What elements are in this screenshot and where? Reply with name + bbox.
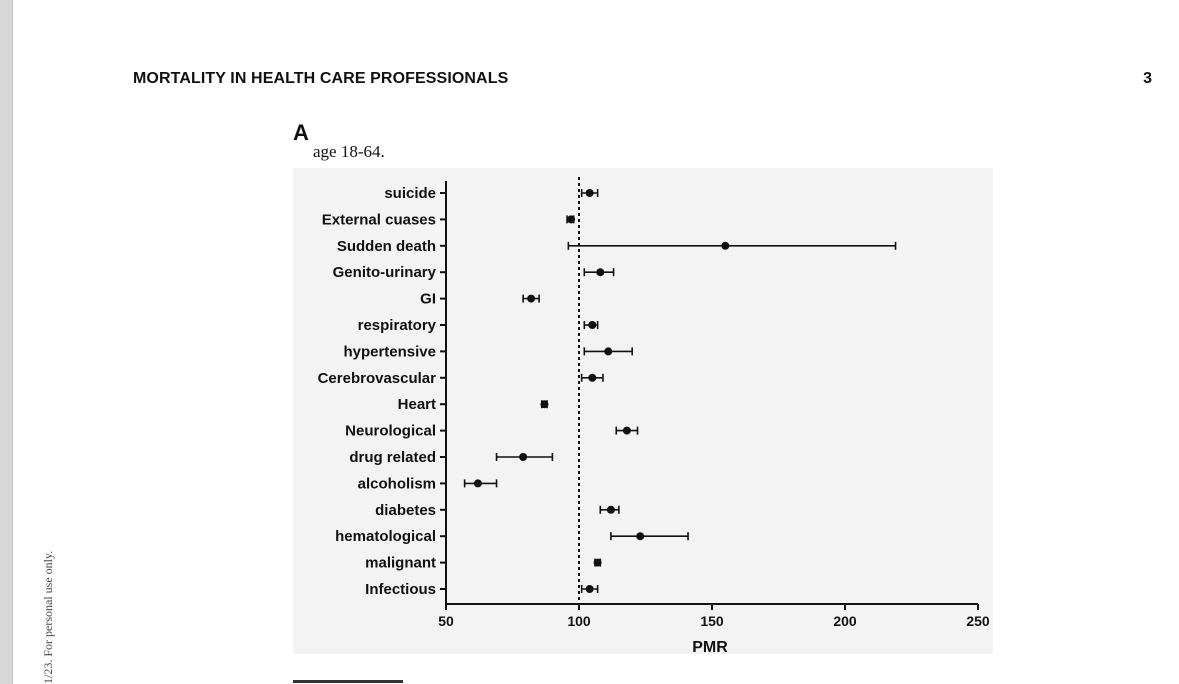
x-tick-label: 50	[438, 613, 454, 629]
x-tick-label: 100	[567, 613, 591, 629]
point-estimate	[567, 215, 575, 223]
point-estimate	[474, 479, 482, 487]
y-tick-label: Sudden death	[336, 237, 436, 255]
point-estimate	[607, 506, 615, 514]
y-tick-label: diabetes	[375, 501, 436, 519]
point-estimate	[588, 321, 596, 329]
point-estimate	[721, 242, 729, 250]
point-estimate	[586, 189, 594, 197]
y-tick-label: Cerebrovascular	[317, 369, 436, 387]
y-tick-label: alcoholism	[357, 475, 436, 493]
panel-label: A	[293, 120, 309, 145]
y-tick-label: respiratory	[357, 317, 436, 334]
y-tick-label: Infectious	[365, 581, 436, 598]
point-estimate	[636, 532, 644, 540]
point-estimate	[594, 559, 602, 567]
point-estimate	[604, 347, 612, 355]
point-estimate	[588, 374, 596, 382]
y-tick-label: Heart	[397, 396, 436, 414]
x-tick-label: 150	[700, 613, 724, 629]
point-estimate	[623, 427, 631, 435]
side-watermark-note: 1/23. For personal use only.	[41, 550, 55, 684]
chart-title: age 18-64.	[313, 142, 385, 161]
y-tick-label: malignant	[365, 554, 436, 572]
y-tick-label: drug related	[349, 449, 436, 466]
y-tick-label: suicide	[384, 185, 436, 202]
y-tick-label: Genito-urinary	[332, 264, 436, 282]
y-tick-label: hematological	[335, 528, 436, 546]
y-tick-label: Neurological	[345, 422, 436, 440]
y-tick-label: hypertensive	[343, 343, 436, 361]
point-estimate	[527, 295, 535, 303]
y-tick-label: GI	[420, 290, 436, 308]
y-tick-label: External cuases	[321, 211, 436, 229]
page-number: 3	[1143, 70, 1152, 87]
point-estimate	[540, 400, 548, 408]
point-estimate	[596, 268, 604, 276]
point-estimate	[586, 585, 594, 593]
x-tick-label: 250	[966, 613, 990, 629]
running-title: MORTALITY IN HEALTH CARE PROFESSIONALS	[133, 70, 509, 87]
point-estimate	[519, 453, 527, 461]
x-axis-label: PMR	[692, 639, 728, 656]
x-tick-label: 200	[833, 613, 857, 629]
